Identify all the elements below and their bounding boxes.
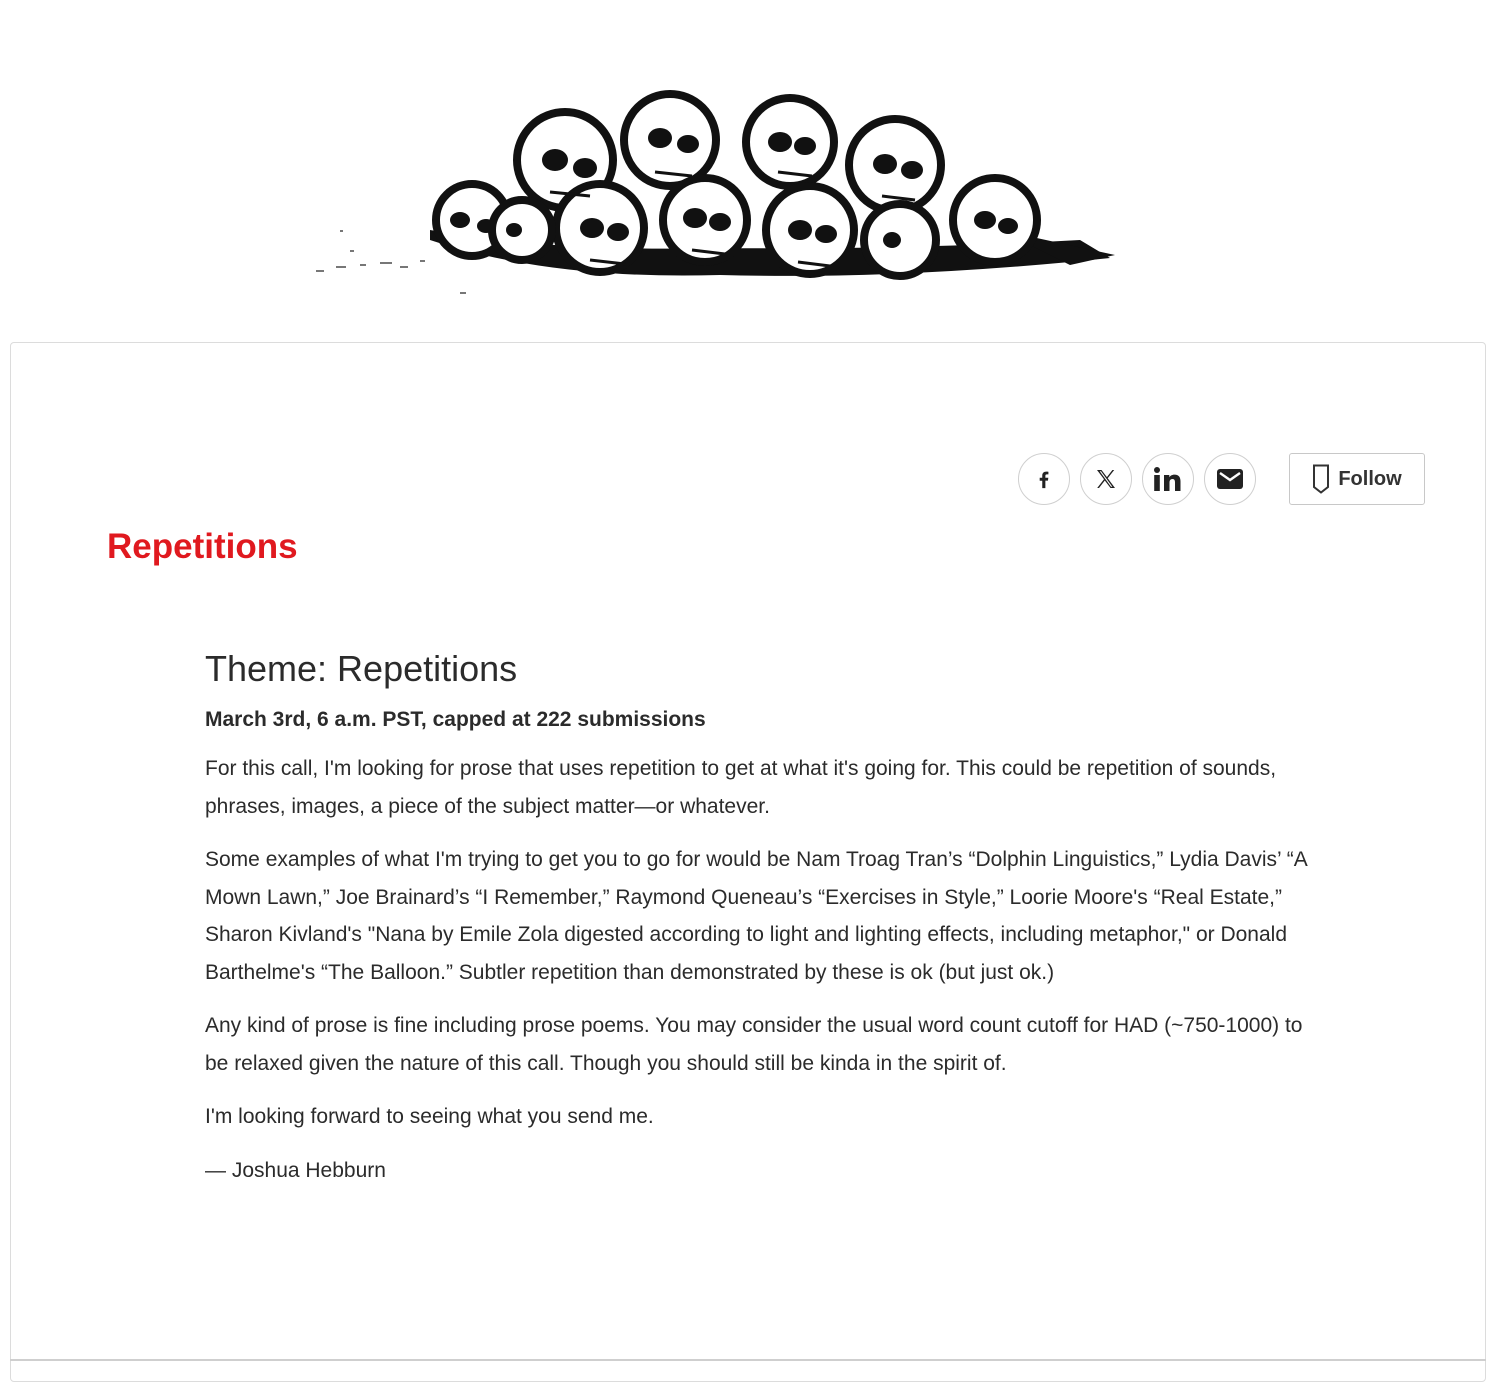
- header-banner: [0, 0, 1504, 340]
- article-body: [205, 648, 1315, 1205]
- share-x-button[interactable]: [1080, 453, 1132, 505]
- paragraph: Some examples of what I'm trying to get you to go for would be Nam Troag Tran’s “Dolphin Linguistics,” Lydia Davis’ “A Mown Lawn,” Joe Brainard’s “I Remember,” Raymond Queneau’s “Exercises in Style,” Loorie Moore's “Real Estate,” Sharon Kivland's "Nana by Emile Zola digested according to light and lighting effects, including metaphor," or Donald Barthelme's “The Balloon.” Subtler repetition than demonstrated by these is ok (but just ok.): [205, 848, 1307, 984]
- follow-button[interactable]: [1289, 453, 1425, 505]
- x-icon: [1094, 467, 1118, 491]
- divider: [10, 1359, 1486, 1361]
- share-facebook-button[interactable]: [1018, 453, 1070, 505]
- facebook-icon: [1033, 468, 1055, 490]
- signature: — Joshua Hebburn: [205, 1158, 386, 1182]
- paragraph: Any kind of prose is fine including prose poems. You may consider the usual word count cutoff for HAD (~750-1000) to be relaxed given the nature of this call. Though you should still be kinda in the spirit of.: [205, 1014, 1303, 1075]
- article-heading: Theme: Repetitions: [205, 648, 518, 689]
- paragraph: For this call, I'm looking for prose that uses repetition to get at what it's going for. This could be repetition of sounds, phrases, images, a piece of the subject matter—or whatever.: [205, 757, 1277, 818]
- bookmark-icon: [1312, 464, 1330, 494]
- paragraph: I'm looking forward to seeing what you send me.: [205, 1105, 654, 1128]
- email-icon: [1217, 469, 1243, 489]
- share-bar: [1018, 453, 1256, 505]
- share-email-button[interactable]: [1204, 453, 1256, 505]
- page-title: Repetitions: [107, 527, 298, 566]
- share-linkedin-button[interactable]: [1142, 453, 1194, 505]
- skulls-illustration: [300, 80, 1130, 300]
- submission-details: March 3rd, 6 a.m. PST, capped at 222 submissions: [205, 708, 706, 731]
- linkedin-icon: [1153, 466, 1183, 492]
- follow-label: Follow: [1338, 467, 1402, 490]
